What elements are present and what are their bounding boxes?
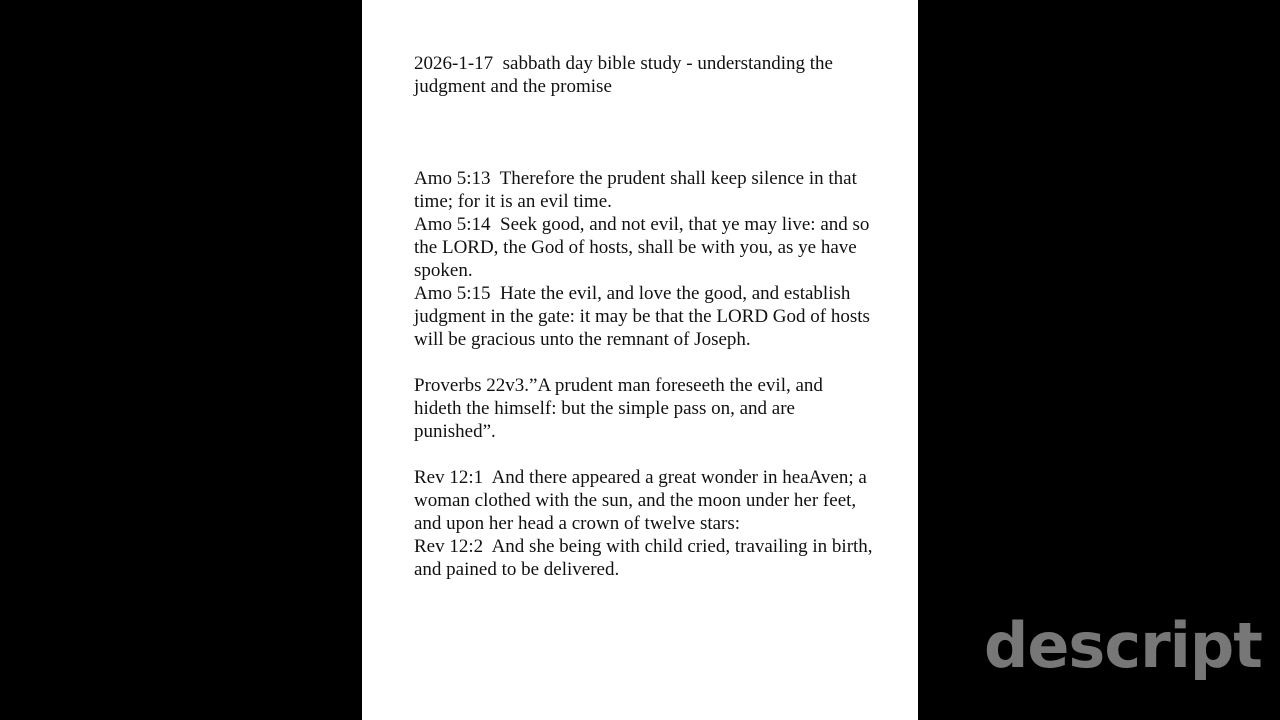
verse-amos-5-15: Amo 5:15 Hate the evil, and love the good, and establish judgment in the gate: it may be that the LORD God of hosts will be gracious unto the remnant of Joseph. [414,283,875,350]
verse-rev-12-2: Rev 12:2 And she being with child cried, travailing in birth, and pained to be delivered. [414,536,878,580]
document-title: 2026-1-17 sabbath day bible study - understanding the judgment and the promise [414,53,838,97]
verse-amos-5-13: Amo 5:13 Therefore the prudent shall keep silence in that time; for it is an evil time. [414,168,862,212]
spacer [414,351,874,374]
descript-watermark-logo: descript [984,609,1262,682]
verse-rev-12-1: Rev 12:1 And there appeared a great wonder in heaAven; a woman clothed with the sun, and the moon under her feet, and upon her head a crown of twelve stars: [414,467,872,534]
verse-amos-5-14: Amo 5:14 Seek good, and not evil, that ye may live: and so the LORD, the God of hosts, shall be with you, as ye have spoken. [414,214,875,281]
document-body [414,52,878,581]
document-page [362,0,918,720]
spacer [414,443,874,466]
spacer [414,98,874,167]
verse-proverbs-22-3: Proverbs 22v3.”A prudent man foreseeth the evil, and hideth the himself: but the simple pass on, and are punished”. [414,375,828,442]
